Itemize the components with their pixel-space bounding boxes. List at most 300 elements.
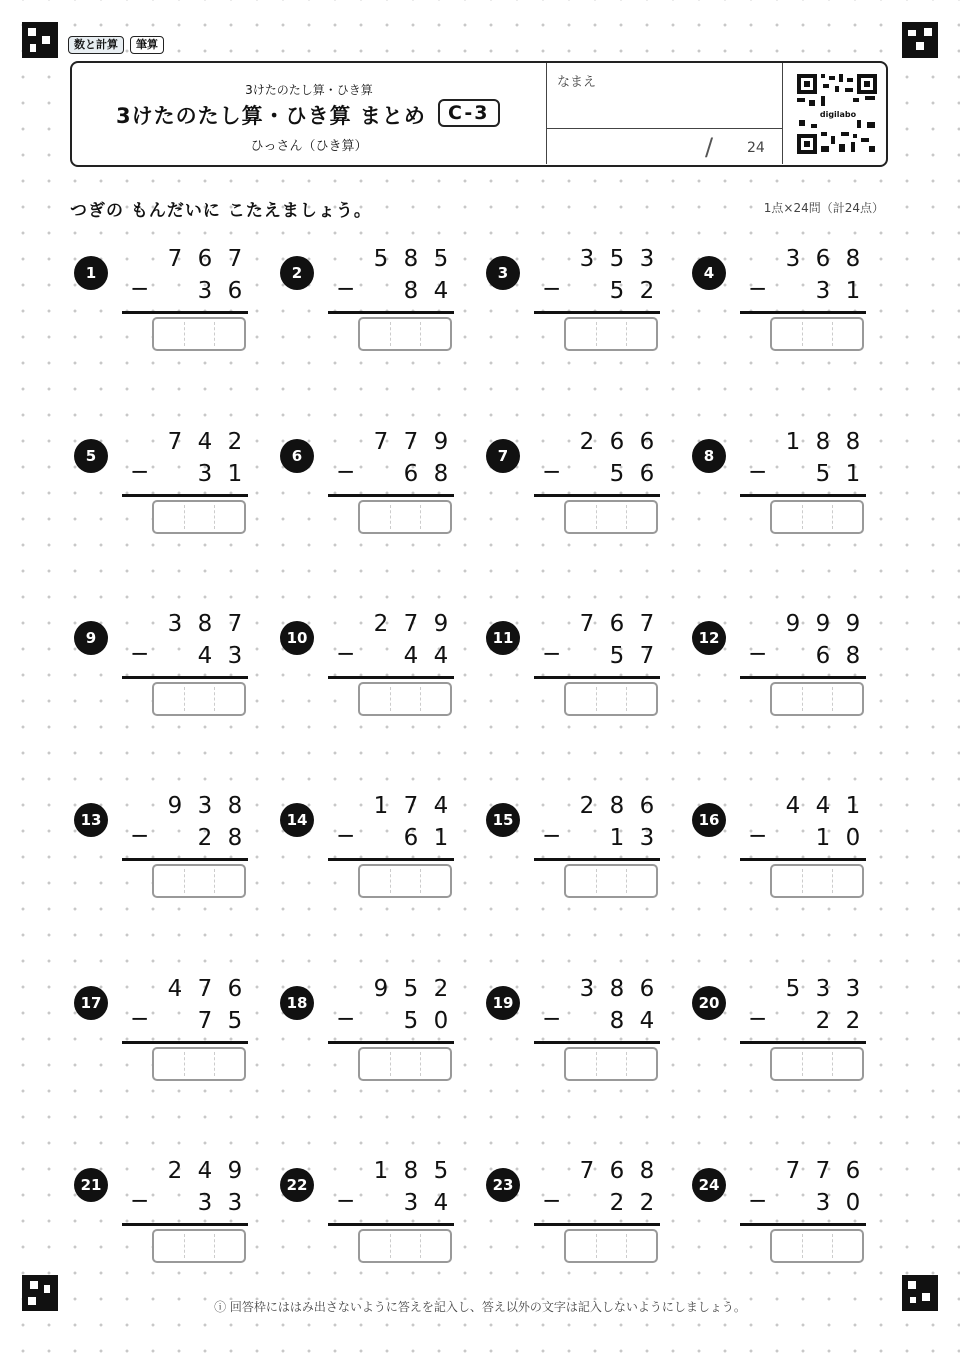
minuend-digit: 6 (609, 1158, 625, 1184)
subtrahend-digit (572, 278, 602, 304)
subtrahend (572, 825, 662, 851)
sum-line (534, 311, 660, 314)
answer-box[interactable] (358, 1229, 452, 1263)
subtrahend-digit (572, 461, 602, 487)
answer-box[interactable] (152, 317, 246, 351)
problem-8 (692, 429, 882, 555)
minuend-digit: 4 (197, 1158, 213, 1184)
problem-3 (486, 246, 676, 372)
problem-number: 22 (280, 1168, 314, 1202)
answer-box[interactable] (770, 1047, 864, 1081)
minus-sign: − (542, 1188, 562, 1214)
minuend-digit: 6 (609, 611, 625, 637)
subtrahend-digit: 8 (403, 278, 419, 304)
sum-line (740, 1041, 866, 1044)
subtrahend-digit: 8 (433, 461, 449, 487)
minus-sign: − (336, 641, 356, 667)
footer-text: 回答枠にははみ出さないように答えを記入し、答え以外の文字は記入しないようにしましょう。 (229, 1300, 746, 1314)
problem-16 (692, 793, 882, 919)
subtrahend-digit: 6 (639, 461, 655, 487)
answer-box[interactable] (564, 1229, 658, 1263)
minuend-digit: 2 (373, 611, 389, 637)
tag-subcategory: 筆算 (130, 36, 164, 54)
subtrahend (572, 1190, 662, 1216)
problem-21 (74, 1158, 264, 1284)
minuend-digit: 9 (167, 793, 183, 819)
problem-23 (486, 1158, 676, 1284)
problem-number: 1 (74, 256, 108, 290)
answer-box[interactable] (770, 1229, 864, 1263)
subtrahend (778, 1008, 868, 1034)
subtrahend-digit: 4 (197, 643, 213, 669)
answer-box[interactable] (770, 317, 864, 351)
problem-9 (74, 611, 264, 737)
problem-number: 23 (486, 1168, 520, 1202)
subtrahend (366, 278, 456, 304)
subtrahend (366, 461, 456, 487)
answer-box[interactable] (358, 317, 452, 351)
minuend-digit: 2 (167, 1158, 183, 1184)
problem-number: 5 (74, 439, 108, 473)
minuend-digit: 6 (845, 1158, 861, 1184)
subtrahend (366, 1008, 456, 1034)
minuend-digit: 2 (579, 429, 595, 455)
answer-box[interactable] (770, 864, 864, 898)
subtrahend-digit: 5 (227, 1008, 243, 1034)
minuend-digit: 7 (227, 611, 243, 637)
subtrahend-digit: 8 (845, 643, 861, 669)
subtrahend-digit: 6 (227, 278, 243, 304)
minus-sign: − (542, 641, 562, 667)
answer-box[interactable] (358, 864, 452, 898)
subtrahend-digit: 6 (815, 643, 831, 669)
minuend-digit: 5 (785, 976, 801, 1002)
subtrahend-digit: 6 (403, 825, 419, 851)
minuend-digit: 3 (815, 976, 831, 1002)
subtrahend-digit: 3 (227, 643, 243, 669)
minuend-digit: 8 (639, 1158, 655, 1184)
minuend-digit: 9 (433, 611, 449, 637)
problem-number: 9 (74, 621, 108, 655)
minuend (160, 976, 250, 1002)
worksheet-header (70, 61, 888, 167)
subtrahend-digit (160, 278, 190, 304)
subtrahend-digit (366, 1008, 396, 1034)
subtrahend-digit: 4 (433, 1190, 449, 1216)
minuend-digit: 6 (639, 429, 655, 455)
sum-line (122, 311, 248, 314)
problem-17 (74, 976, 264, 1102)
minuend (572, 793, 662, 819)
minuend-digit: 6 (815, 246, 831, 272)
minuend (160, 246, 250, 272)
minuend-digit: 9 (785, 611, 801, 637)
subtrahend-digit: 5 (609, 643, 625, 669)
problem-5 (74, 429, 264, 555)
minuend-digit: 2 (433, 976, 449, 1002)
minuend-digit: 8 (227, 793, 243, 819)
minuend (572, 1158, 662, 1184)
subtrahend-digit: 2 (845, 1008, 861, 1034)
answer-box[interactable] (564, 864, 658, 898)
supertitle: 3けたのたし算・ひき算 (245, 83, 373, 97)
minuend-digit: 5 (433, 1158, 449, 1184)
subtrahend-digit: 3 (403, 1190, 419, 1216)
subtrahend-digit (778, 278, 808, 304)
minuend-digit: 9 (815, 611, 831, 637)
minuend (572, 429, 662, 455)
corner-marker-top-left (22, 22, 58, 58)
minus-sign: − (748, 459, 768, 485)
subtrahend-digit (366, 825, 396, 851)
subtrahend-digit: 0 (845, 825, 861, 851)
problem-number: 2 (280, 256, 314, 290)
minus-sign: − (748, 641, 768, 667)
subtrahend-digit: 2 (197, 825, 213, 851)
minus-sign: − (748, 276, 768, 302)
minuend (366, 1158, 456, 1184)
subtrahend-digit: 8 (227, 825, 243, 851)
subtrahend (366, 643, 456, 669)
subtrahend-digit (778, 1008, 808, 1034)
name-field[interactable] (546, 63, 783, 164)
problem-number: 21 (74, 1168, 108, 1202)
subtrahend-digit (572, 1008, 602, 1034)
problem-2 (280, 246, 470, 372)
minuend-digit: 4 (167, 976, 183, 1002)
answer-box[interactable] (770, 500, 864, 534)
minuend-digit: 8 (403, 1158, 419, 1184)
score-total: 24 (747, 140, 765, 156)
subtrahend-digit: 4 (403, 643, 419, 669)
minuend-digit: 2 (579, 793, 595, 819)
subtrahend (572, 278, 662, 304)
subtrahend-digit: 2 (639, 278, 655, 304)
subtrahend-digit: 3 (197, 461, 213, 487)
minuend-digit: 8 (609, 793, 625, 819)
sum-line (122, 858, 248, 861)
minuend (778, 429, 868, 455)
minuend-digit: 3 (639, 246, 655, 272)
minus-sign: − (748, 1188, 768, 1214)
minuend (160, 1158, 250, 1184)
minuend-digit: 7 (373, 429, 389, 455)
sum-line (122, 494, 248, 497)
subtrahend-digit (160, 1008, 190, 1034)
answer-box[interactable] (152, 864, 246, 898)
minuend-digit: 3 (579, 246, 595, 272)
problem-number: 16 (692, 803, 726, 837)
minuend-digit: 3 (197, 793, 213, 819)
sum-line (122, 676, 248, 679)
subtrahend-digit: 7 (639, 643, 655, 669)
minuend-digit: 3 (167, 611, 183, 637)
page-title: 3けたのたし算・ひき算 まとめ (116, 104, 426, 128)
score-slash: / (705, 133, 714, 161)
sum-line (122, 1041, 248, 1044)
subtrahend (778, 278, 868, 304)
title-area (72, 63, 546, 164)
minuend-digit: 7 (197, 976, 213, 1002)
minuend-digit: 6 (227, 976, 243, 1002)
problem-24 (692, 1158, 882, 1284)
answer-box[interactable] (152, 1229, 246, 1263)
subtrahend-digit: 7 (197, 1008, 213, 1034)
sum-line (740, 494, 866, 497)
answer-box[interactable] (152, 1047, 246, 1081)
problem-number: 13 (74, 803, 108, 837)
problem-1 (74, 246, 264, 372)
problem-number: 24 (692, 1168, 726, 1202)
minus-sign: − (542, 823, 562, 849)
minus-sign: − (130, 459, 150, 485)
subtrahend (160, 278, 250, 304)
problem-number: 4 (692, 256, 726, 290)
subtrahend-digit: 0 (433, 1008, 449, 1034)
subtrahend-digit: 1 (845, 461, 861, 487)
minuend (366, 976, 456, 1002)
subtrahend-digit: 5 (609, 461, 625, 487)
minus-sign: − (336, 1188, 356, 1214)
subtrahend-digit: 5 (815, 461, 831, 487)
subtrahend-digit (572, 643, 602, 669)
minuend-digit: 5 (373, 246, 389, 272)
problem-number: 15 (486, 803, 520, 837)
problem-number: 10 (280, 621, 314, 655)
subtrahend-digit: 1 (227, 461, 243, 487)
minuend (366, 246, 456, 272)
minuend-digit: 6 (609, 429, 625, 455)
corner-marker-top-right (902, 22, 938, 58)
sum-line (122, 1223, 248, 1226)
subtrahend-digit: 6 (403, 461, 419, 487)
subtrahend-digit: 3 (197, 278, 213, 304)
minuend-digit: 9 (845, 611, 861, 637)
minuend-digit: 9 (227, 1158, 243, 1184)
instruction: つぎの もんだいに こたえましょう。 (70, 201, 372, 221)
subtrahend-digit (778, 643, 808, 669)
sum-line (740, 858, 866, 861)
answer-box[interactable] (152, 500, 246, 534)
minuend-digit: 1 (373, 1158, 389, 1184)
subtrahend-digit: 1 (433, 825, 449, 851)
subtrahend (366, 1190, 456, 1216)
problem-number: 18 (280, 986, 314, 1020)
minus-sign: − (336, 276, 356, 302)
minuend-digit: 8 (609, 976, 625, 1002)
answer-box[interactable] (770, 682, 864, 716)
problem-number: 17 (74, 986, 108, 1020)
minuend-digit: 5 (403, 976, 419, 1002)
minuend (778, 611, 868, 637)
answer-box[interactable] (564, 500, 658, 534)
subtitle: ひっさん（ひき算） (250, 139, 368, 154)
subtrahend (366, 825, 456, 851)
minuend-digit: 7 (227, 246, 243, 272)
minuend-digit: 3 (785, 246, 801, 272)
subtrahend-digit: 1 (609, 825, 625, 851)
answer-box[interactable] (564, 317, 658, 351)
problem-19 (486, 976, 676, 1102)
problem-13 (74, 793, 264, 919)
answer-box[interactable] (564, 1047, 658, 1081)
minus-sign: − (748, 1006, 768, 1032)
subtrahend-digit: 2 (609, 1190, 625, 1216)
minuend-digit: 1 (785, 429, 801, 455)
subtrahend-digit: 3 (197, 1190, 213, 1216)
tag-category: 数と計算 (68, 36, 124, 54)
minuend-digit: 8 (845, 429, 861, 455)
subtrahend-digit (778, 461, 808, 487)
sum-line (534, 494, 660, 497)
minuend-digit: 8 (403, 246, 419, 272)
minuend-digit: 7 (403, 611, 419, 637)
subtrahend-digit: 2 (815, 1008, 831, 1034)
minuend-digit: 4 (815, 793, 831, 819)
subtrahend (160, 1008, 250, 1034)
minuend-digit: 6 (639, 976, 655, 1002)
problem-number: 3 (486, 256, 520, 290)
subtrahend-digit: 3 (815, 278, 831, 304)
subtrahend-digit: 5 (403, 1008, 419, 1034)
sum-line (740, 1223, 866, 1226)
subtrahend-digit: 1 (815, 825, 831, 851)
minuend (778, 246, 868, 272)
subtrahend (160, 643, 250, 669)
subtrahend-digit (366, 278, 396, 304)
problem-15 (486, 793, 676, 919)
subtrahend-digit (366, 643, 396, 669)
minus-sign: − (336, 1006, 356, 1032)
problem-7 (486, 429, 676, 555)
problem-number: 6 (280, 439, 314, 473)
subtrahend-digit: 8 (609, 1008, 625, 1034)
minuend (160, 429, 250, 455)
minuend-digit: 9 (433, 429, 449, 455)
minuend-digit: 7 (785, 1158, 801, 1184)
minuend-digit: 7 (579, 1158, 595, 1184)
subtrahend (572, 461, 662, 487)
sum-line (534, 676, 660, 679)
minuend-digit: 5 (609, 246, 625, 272)
subtrahend-digit (366, 1190, 396, 1216)
problem-number: 20 (692, 986, 726, 1020)
subtrahend-digit (160, 461, 190, 487)
subtrahend-digit (778, 1190, 808, 1216)
minuend-digit: 6 (639, 793, 655, 819)
minuend-digit: 4 (433, 793, 449, 819)
subtrahend-digit (572, 1190, 602, 1216)
answer-box[interactable] (358, 500, 452, 534)
answer-box[interactable] (152, 682, 246, 716)
subtrahend-digit: 3 (227, 1190, 243, 1216)
subtrahend (160, 1190, 250, 1216)
worksheet-code-badge: C-3 (438, 99, 500, 127)
minuend (778, 1158, 868, 1184)
problem-12 (692, 611, 882, 737)
sum-line (328, 858, 454, 861)
minuend (366, 429, 456, 455)
subtrahend (572, 643, 662, 669)
problem-number: 7 (486, 439, 520, 473)
problem-number: 19 (486, 986, 520, 1020)
subtrahend (778, 825, 868, 851)
subtrahend-digit: 4 (433, 278, 449, 304)
subtrahend-digit (160, 643, 190, 669)
points-info: 1点×24問（計24点） (763, 201, 884, 215)
minuend-digit: 7 (403, 429, 419, 455)
subtrahend-digit (572, 825, 602, 851)
minuend-digit: 9 (373, 976, 389, 1002)
subtrahend (778, 461, 868, 487)
minuend (572, 246, 662, 272)
sum-line (740, 676, 866, 679)
minuend-digit: 4 (785, 793, 801, 819)
subtrahend-digit: 3 (815, 1190, 831, 1216)
minuend-digit: 1 (373, 793, 389, 819)
problem-14 (280, 793, 470, 919)
tag-row (68, 36, 164, 54)
subtrahend-digit: 0 (845, 1190, 861, 1216)
problem-22 (280, 1158, 470, 1284)
subtrahend (778, 643, 868, 669)
problem-number: 8 (692, 439, 726, 473)
minuend-digit: 2 (227, 429, 243, 455)
minuend-digit: 7 (167, 429, 183, 455)
problem-18 (280, 976, 470, 1102)
subtrahend-digit: 1 (845, 278, 861, 304)
minuend (160, 793, 250, 819)
sum-line (328, 1223, 454, 1226)
minuend (572, 976, 662, 1002)
subtrahend-digit: 2 (639, 1190, 655, 1216)
answer-box[interactable] (358, 682, 452, 716)
minuend-digit: 5 (433, 246, 449, 272)
sum-line (328, 676, 454, 679)
minuend (778, 976, 868, 1002)
minus-sign: − (542, 276, 562, 302)
minuend-digit: 3 (579, 976, 595, 1002)
sum-line (740, 311, 866, 314)
subtrahend-digit: 4 (639, 1008, 655, 1034)
minus-sign: − (336, 823, 356, 849)
score-field[interactable] (547, 128, 783, 165)
problem-4 (692, 246, 882, 372)
minuend (572, 611, 662, 637)
minuend (778, 793, 868, 819)
subtrahend-digit (366, 461, 396, 487)
qr-label: digilabo (819, 110, 857, 119)
answer-box[interactable] (358, 1047, 452, 1081)
minus-sign: − (748, 823, 768, 849)
minuend-digit: 7 (579, 611, 595, 637)
answer-box[interactable] (564, 682, 658, 716)
minuend (366, 611, 456, 637)
minus-sign: − (130, 1006, 150, 1032)
minuend-digit: 3 (845, 976, 861, 1002)
minuend (160, 611, 250, 637)
minuend-digit: 6 (197, 246, 213, 272)
minuend-digit: 8 (845, 246, 861, 272)
subtrahend (572, 1008, 662, 1034)
problem-10 (280, 611, 470, 737)
problem-number: 11 (486, 621, 520, 655)
minus-sign: − (336, 459, 356, 485)
minuend-digit: 1 (845, 793, 861, 819)
minus-sign: − (130, 276, 150, 302)
problem-11 (486, 611, 676, 737)
subtrahend (778, 1190, 868, 1216)
